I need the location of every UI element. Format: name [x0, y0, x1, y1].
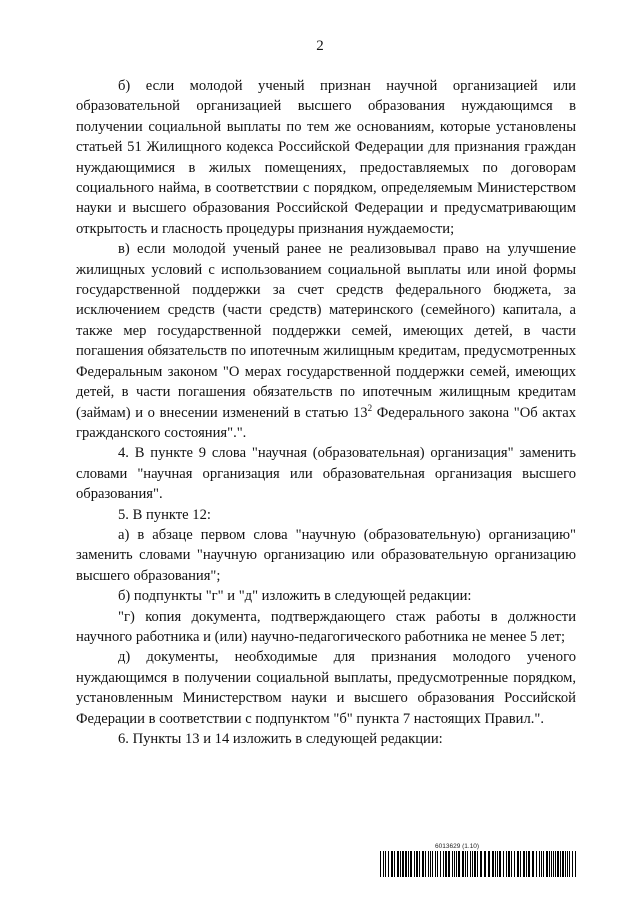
paragraph-item-4: 4. В пункте 9 слова "научная (образовательная) организация" заменить словами "научная организация или образовательная организация высшего образования". [76, 445, 576, 503]
document-body [76, 76, 576, 749]
document-code: 6013629 (1.10) [435, 843, 480, 850]
paragraph-g: "г) копия документа, подтверждающего стаж работы в должности научного работника и (или) научно-педагогического работника не менее 5 лет; [76, 608, 576, 645]
paragraph-v-tail: Федерального закона "Об актах гражданского состояния".". [76, 404, 576, 441]
paragraph-v-text: в) если молодой ученый ранее не реализовывал право на улучшение жилищных условий с использованием социальной выплаты или иной формы государственной поддержки за счет средств федерального бюджета, за исключением средств (части средств) материнского (семейного) капитала, а также мер государственной поддержки семей, имеющих детей, в части погашения обязательств по ипотечным жилищным кредитам, предусмотренных Федеральным законом "О мерах государственной поддержки семей, имеющих детей, в части погашения обязательств по ипотечным жилищным кредитам (займам) и о внесении изменений в статью 13 [76, 241, 576, 421]
paragraph-item-5: 5. В пункте 12: [118, 506, 211, 523]
paragraph-5a: а) в абзаце первом слова "научную (образовательную) организацию" заменить словами "научную организацию или образовательную организацию высшего образования"; [76, 526, 576, 584]
article-superscript: 2 [367, 402, 373, 413]
page-number: 2 [316, 38, 324, 54]
paragraph-b: б) если молодой ученый признан научной организацией или образовательной организацией высшего образования нуждающимся в получении социальной выплаты по тем же основаниям, которые установлены статьей 51 Жилищного кодекса Российской Федерации для признания граждан нуждающимися в жилых помещениях, предоставляемых по договорам социального найма, в соответствии с порядком, определяемым Министерством науки и высшего образования Российской Федерации и предусматривающим открытость и гласность процедуры признания нуждаемости; [76, 78, 576, 237]
paragraph-d: д) документы, необходимые для признания молодого ученого нуждающимся в получении социальной выплаты, предусмотренные порядком, установленным Министерством науки и высшего образования Российской Федерации в соответствии с подпунктом "б" пункта 7 настоящих Правил.". [76, 649, 576, 727]
paragraph-5b: б) подпункты "г" и "д" изложить в следующей редакции: [118, 588, 472, 605]
barcode-image [380, 851, 576, 877]
paragraph-item-6: 6. Пункты 13 и 14 изложить в следующей редакции: [118, 731, 443, 747]
paragraph-v [76, 239, 576, 443]
